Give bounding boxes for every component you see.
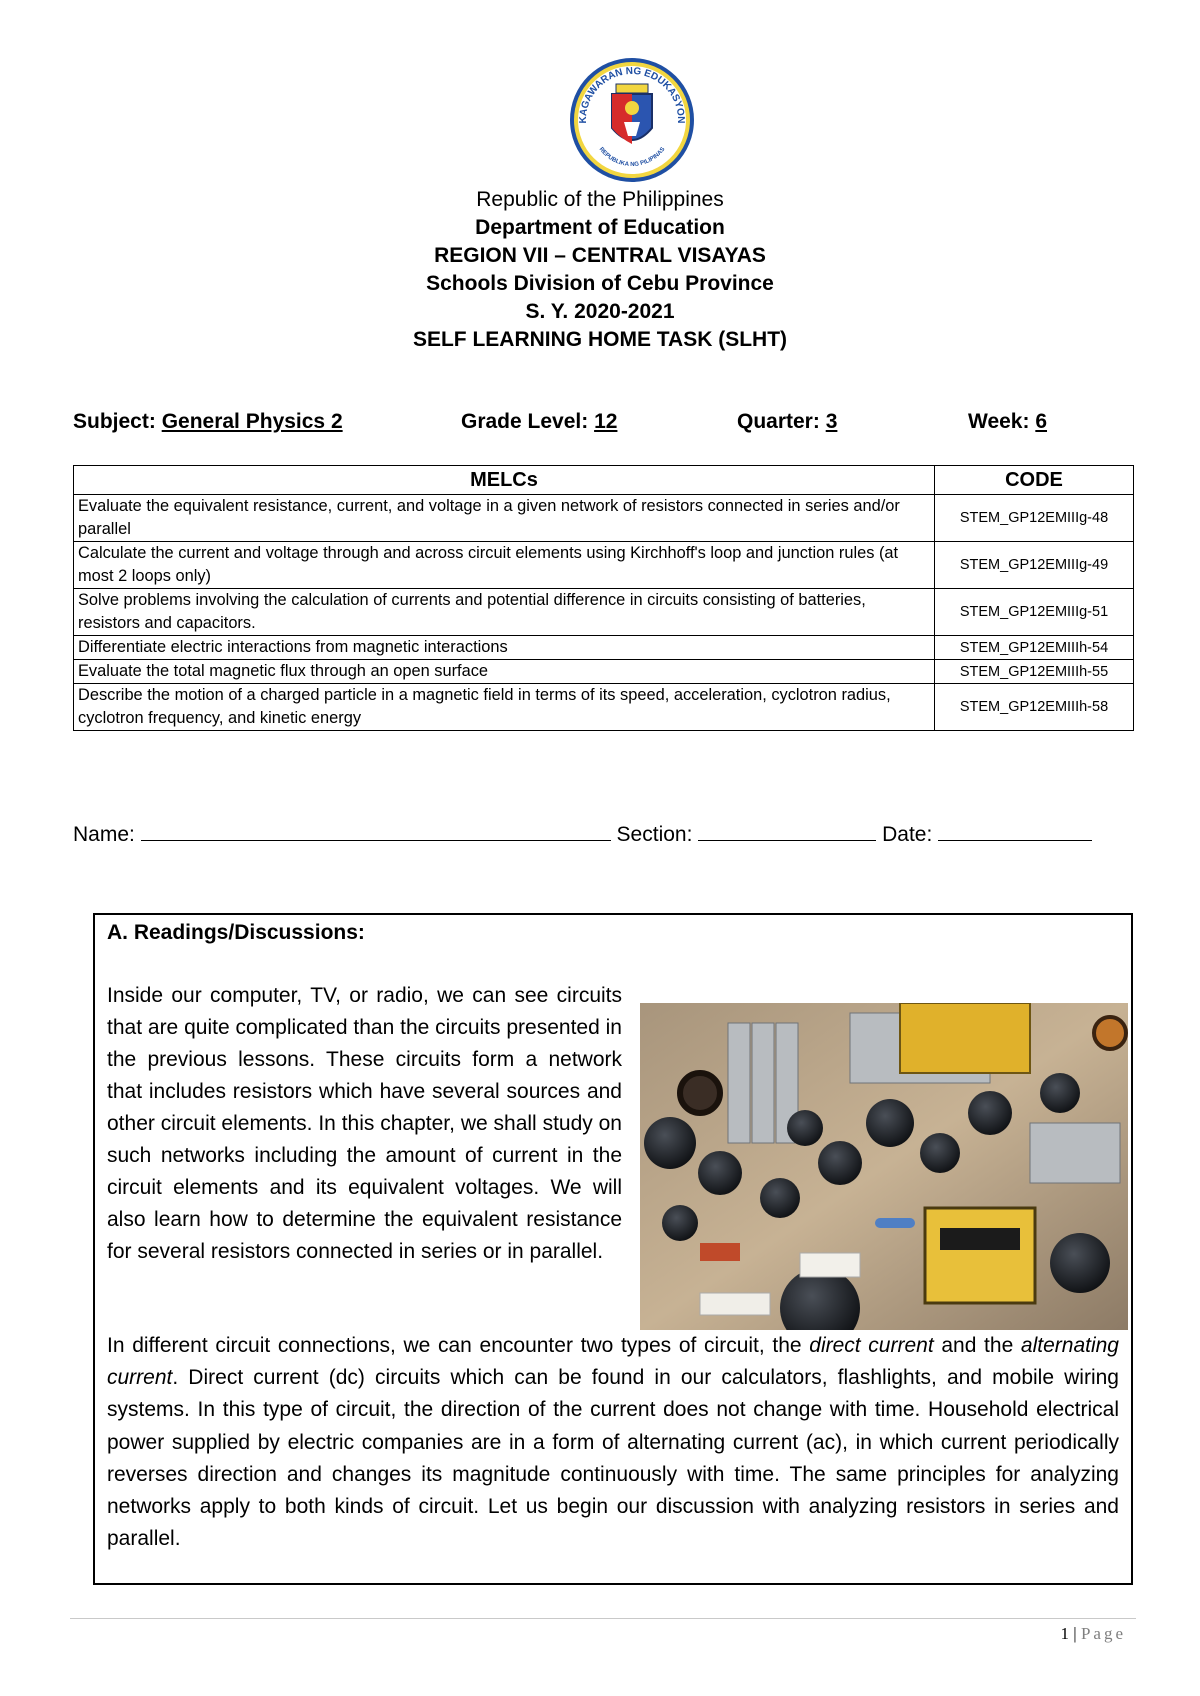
melc-code: STEM_GP12EMIIIh-58	[935, 684, 1134, 731]
circuit-types-paragraph	[107, 1330, 1119, 1555]
table-row	[74, 542, 1134, 589]
quarter-label: Quarter:	[737, 410, 820, 433]
table-row	[74, 589, 1134, 636]
intro-paragraph-text: Inside our computer, TV, or radio, we can see circuits that are quite complicated than the circuits presented in the previous lessons. These circuits form a network that includes resistors which have several sources and other circuit elements. In this chapter, we shall study on such networks including the amount of current in the circuit elements and its equivalent voltages. We will also learn how to determine the equivalent resistance for several resistors connected in series or in parallel.	[107, 984, 622, 1263]
melc-table	[73, 465, 1134, 731]
melc-code: STEM_GP12EMIIIg-49	[935, 542, 1134, 589]
week-field	[968, 410, 1047, 434]
page-footer	[1061, 1624, 1126, 1644]
page-number: 1	[1060, 1624, 1070, 1643]
melc-competency: Calculate the current and voltage through and across circuit elements using Kirchhoff's loop and junction rules (at most 2 loops only)	[74, 542, 935, 589]
quarter-field	[737, 410, 837, 434]
quarter-value: 3	[825, 410, 838, 433]
name-blank-line[interactable]	[141, 820, 611, 841]
subject-label: Subject:	[73, 410, 156, 433]
page-separator: |	[1073, 1624, 1077, 1643]
grade-level-label: Grade Level:	[461, 410, 589, 433]
date-label: Date:	[882, 823, 933, 846]
intro-paragraph	[107, 980, 622, 1268]
document-header	[0, 186, 1200, 354]
week-label: Week:	[968, 410, 1030, 433]
student-info-row	[73, 820, 1133, 847]
code-column-header: CODE	[935, 466, 1134, 495]
melc-code: STEM_GP12EMIIIh-55	[935, 660, 1134, 684]
circuit-board-photo	[640, 1003, 1128, 1330]
header-school-year: S. Y. 2020-2021	[525, 300, 675, 323]
date-blank-line[interactable]	[938, 820, 1092, 841]
melc-competency: Evaluate the total magnetic flux through an open surface	[74, 660, 935, 684]
grade-level-field	[461, 410, 617, 434]
melc-code: STEM_GP12EMIIIg-51	[935, 589, 1134, 636]
melc-competency: Evaluate the equivalent resistance, current, and voltage in a given network of resistors connected in series and/or parallel	[74, 495, 935, 542]
table-row	[74, 636, 1134, 660]
header-region: REGION VII – CENTRAL VISAYAS	[434, 244, 766, 267]
melc-competency: Describe the motion of a charged particle in a magnetic field in terms of its speed, acceleration, cyclotron radius, cyclotron frequency, and kinetic energy	[74, 684, 935, 731]
table-header-row	[74, 466, 1134, 495]
section-blank-line[interactable]	[698, 820, 876, 841]
week-value: 6	[1035, 410, 1048, 433]
circuit-types-text	[107, 1330, 1119, 1555]
section-label: Section:	[616, 823, 693, 846]
melc-competency: Solve problems involving the calculation of currents and potential difference in circuits consisting of batteries, resistors and capacitors.	[74, 589, 935, 636]
svg-text:KAGAWARAN NG EDUKASYON: KAGAWARAN NG EDUKASYON	[577, 65, 687, 124]
table-row	[74, 684, 1134, 731]
circuit-types-text-c: . Direct current (dc) circuits which can be found in our calculators, flashlights, and mobile wiring systems. In this type of circuit, the direction of the current does not change with time. Household electrical power supplied by electric companies are in a form of alternating current (ac), in which current periodically reverses direction and changes its magnitude continuously with time. The same principles for analyzing networks apply to both kinds of circuit. Let us begin our discussion with analyzing resistors in series and parallel.	[107, 1366, 1119, 1551]
svg-text:REPUBLIKA NG PILIPINAS: REPUBLIKA NG PILIPINAS	[597, 146, 667, 169]
readings-box	[93, 913, 1133, 1585]
header-division: Schools Division of Cebu Province	[426, 272, 774, 295]
grade-level-value: 12	[594, 410, 618, 433]
melc-competency: Differentiate electric interactions from magnetic interactions	[74, 636, 935, 660]
subject-value: General Physics 2	[161, 410, 343, 433]
melc-column-header: MELCs	[74, 466, 935, 495]
name-label: Name:	[73, 823, 135, 846]
page-label: Page	[1080, 1624, 1126, 1643]
table-row	[74, 660, 1134, 684]
header-slht-title: SELF LEARNING HOME TASK (SLHT)	[412, 328, 788, 351]
deped-seal-logo	[568, 56, 696, 184]
footer-divider	[70, 1618, 1136, 1619]
circuit-types-text-b: and the	[933, 1334, 1021, 1357]
melc-code: STEM_GP12EMIIIg-48	[935, 495, 1134, 542]
alternating-current-term: alternating current	[107, 1334, 1119, 1390]
header-department: Department of Education	[475, 216, 725, 239]
subject-field	[73, 410, 343, 434]
table-row	[74, 495, 1134, 542]
header-republic: Republic of the Philippines	[476, 188, 724, 211]
readings-title: A. Readings/Discussions:	[107, 921, 365, 944]
melc-code: STEM_GP12EMIIIh-54	[935, 636, 1134, 660]
circuit-types-text-a: In different circuit connections, we can encounter two types of circuit, the	[107, 1334, 810, 1357]
direct-current-term: direct current	[809, 1334, 934, 1357]
